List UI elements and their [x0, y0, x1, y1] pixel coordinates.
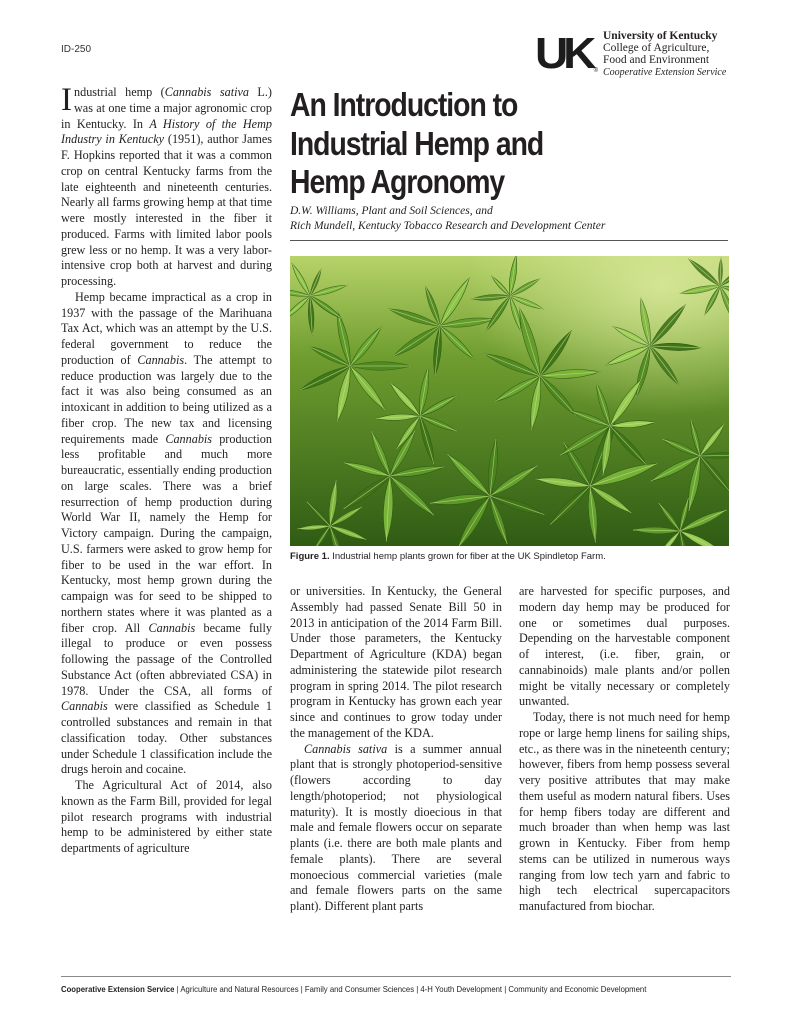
text-run: is a summer annual plant that is strongly photoperiod-sensitive (flowers according to day length/photoperiod; not physiological maturity). It is mostly dioecious in that male and female flowers occur on separate plants (i.e. there are both male plants and female plants). There are several monoecious commercial varieties (male and female flowers parts on the same plant). Different plant parts — [290, 741, 502, 913]
italic-run: A History of the Hemp Industry in Kentucky — [61, 116, 272, 147]
text-run: production less profitable and much more bureaucratic, essentially ending production on large scales. There was a brief resurrection of hemp production during World War II, namely the Hemp for Victory campaign. During the campaign, U.S. farmers were asked to grow hemp for fiber to be used in the war effort. In Kentucky, most hemp grown during the campaign was for seed to be shipped to northern states where it was planted as a fiber crop. All — [61, 431, 272, 635]
paragraph — [61, 290, 272, 778]
institution-block — [603, 30, 778, 79]
paragraph: are harvested for specific purposes, and modern day hemp may be produced for one or sometimes dual purposes. Depending on the harvestable component of interest, (i.e. fiber, grain, or cannabinoids) male plants and/or pollen might be vitally necessary or completely unwanted. — [519, 584, 730, 709]
footer — [61, 984, 673, 994]
caption-label: Figure 1. — [290, 551, 330, 562]
italic-run: Cannabis sativa — [164, 85, 249, 99]
drop-cap: I — [61, 82, 72, 118]
text-run: became fully illegal to produce or even possess following the passage of the Controlled Substance Act (often abbreviated CSA) in 1978. Under the CSA, all forms of — [61, 620, 273, 698]
text-run: L.) was at one time a major agronomic crop in Kentucky. In — [61, 85, 272, 131]
italic-run: Cannabis — [61, 699, 108, 714]
paragraph — [61, 82, 272, 290]
figure-caption — [290, 551, 730, 563]
text-run: ndustrial hemp ( — [74, 85, 165, 99]
uk-logo-mark: UK — [535, 29, 592, 78]
title-line: An Introduction to — [290, 86, 518, 123]
footer-divider — [61, 976, 731, 977]
text-run: Hemp became impractical as a crop in 1937 with the passage of the Marihuana Tax Act, which was an attempt by the U.S. federal government to reduce the production of — [61, 289, 272, 367]
italic-run: Cannabis sativa — [304, 741, 388, 756]
text-run: . The attempt to reduce production was largely due to the fact it was also being consumed as an intoxicant in addition to being utilized as a fiber crop. The new tax and licensing requirements made — [61, 352, 272, 446]
hemp-photo — [290, 256, 729, 546]
college-name-line2: Food and Environment — [603, 54, 710, 66]
authors — [290, 204, 730, 234]
paragraph: or universities. In Kentucky, the General Assembly had passed Senate Bill 50 in 2013 in anticipation of the 2014 Farm Bill. Under those parameters, the Kentucky Department of Agriculture (KDA) began administering the statewide pilot research program in spring 2014. The pilot research program in Kentucky has grown each year since and continues to grow today under the management of the KDA. — [290, 584, 502, 740]
paragraph: Today, there is not much need for hemp rope or large hemp linens for sailing ships, etc., as there was in the nineteenth century; however, fibers from hemp possess several very positive attributes that may make them useful as modern natural fibers. Uses for hemp fibers today are different and much broader than when hemp was last grown in Kentucky. Fiber from hemp stems can be utilized in numerous ways ranging from low tech yarn and fabric to high tech electrical supercapacitors manufactured from biochar. — [519, 710, 730, 913]
university-name: University of Kentucky — [603, 30, 718, 42]
paragraph — [290, 742, 502, 915]
author-line: Rich Mundell, Kentucky Tobacco Research and Development Center — [290, 220, 606, 232]
college-name-line1: College of Agriculture, — [603, 42, 710, 54]
caption-text: Industrial hemp plants grown for fiber at the UK Spindletop Farm. — [329, 551, 606, 562]
title-divider — [290, 240, 728, 241]
page-title — [290, 86, 668, 202]
italic-run: Cannabis — [148, 620, 196, 635]
title-line: Industrial Hemp and — [290, 124, 544, 162]
footer-lead: Cooperative Extension Service — [61, 984, 175, 994]
hemp-plants-image — [290, 256, 729, 546]
text-run: (1951), author James F. Hopkins reported that it was a common crop on central Kentucky farms from the late eighteenth and nineteenth centuries. Nearly all farms growing hemp at that time were mostly interested in the fiber it produced. Farms with limited labor pools grew less or no hemp. It was a very labor-intensive crop both at harvest and during processing. — [61, 132, 272, 288]
body-column-3 — [519, 584, 730, 915]
paragraph: The Agricultural Act of 2014, also known as the Farm Bill, provided for legal pilot research programs with industrial hemp to be administered by either state departments of agriculture — [61, 778, 272, 855]
italic-run: Cannabis — [137, 352, 185, 367]
body-column-2 — [290, 584, 502, 915]
title-line: Hemp Agronomy — [290, 163, 505, 200]
registered-mark-icon: ® — [593, 68, 598, 74]
footer-text: | Agriculture and Natural Resources | Family and Consumer Sciences | 4-H Youth Development | Community and Economic Development — [174, 984, 647, 994]
document-id: ID-250 — [61, 44, 92, 55]
uk-logo — [535, 29, 598, 78]
extension-service: Cooperative Extension Service — [603, 67, 727, 78]
author-line: D.W. Williams, Plant and Soil Sciences, and — [290, 205, 493, 217]
text-run: were classified as Schedule 1 controlled substances and remain in that classification today. Other substances under Schedule 1 classification include the drugs heroin and cocaine. — [61, 699, 272, 777]
italic-run: Cannabis — [165, 431, 213, 446]
body-column-1 — [61, 82, 273, 857]
